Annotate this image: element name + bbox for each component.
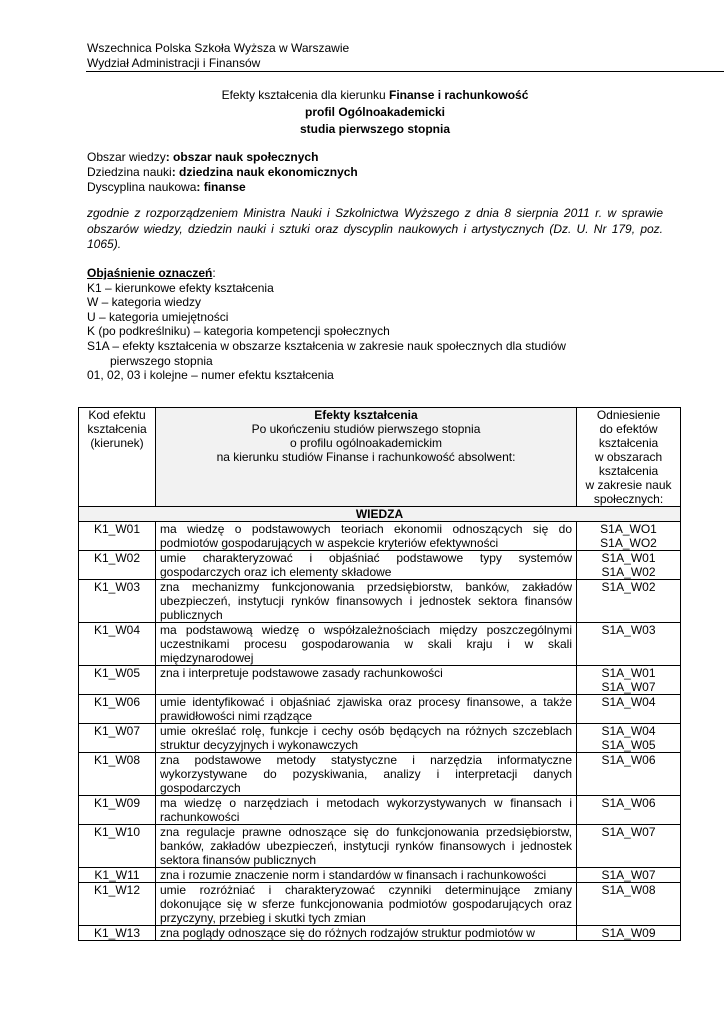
header-reference: Odniesienie do efektów kształcenia w obszarach kształcenia w zakresie nauk społecznych: [577,408,681,507]
reference-code: S1A_W06 [601,753,656,767]
outcome-reference [577,580,681,623]
section-title: WIEDZA [79,507,681,522]
title-profile: profil Ogólnoakademicki [304,105,446,119]
outcome-code: K1_W07 [79,724,156,753]
reference-code: S1A_W02 [601,565,656,579]
outcome-code: K1_W12 [79,883,156,926]
table-row [79,695,681,724]
reference-code: S1A_W07 [601,825,656,839]
table-row [79,551,681,580]
reference-code: S1A_W07 [601,680,656,694]
table-header-row [79,408,681,507]
outcome-reference [577,666,681,695]
legend-item: W – kategoria wiedzy [87,295,202,310]
outcome-reference [577,753,681,796]
reference-code: S1A_W09 [601,926,656,940]
outcome-reference [577,825,681,868]
table-row [79,753,681,796]
outcome-reference [577,695,681,724]
outcome-description: ma wiedzę o narzędziach i metodach wykorzystywanych w finansach i rachunkowości [156,796,577,825]
legend-item: K (po podkreślniku) – kategoria kompetencji społecznych [87,324,390,339]
outcome-description: zna mechanizmy funkcjonowania przedsiębiorstw, banków, zakładów ubezpieczeń, instytucji rynków finansowych i jednostek sektora finansów publicznych [156,580,577,623]
outcome-reference [577,623,681,666]
reference-code: S1A_W01 [601,666,656,680]
area-of-knowledge: Obszar wiedzy: obszar nauk społecznych [87,150,319,164]
title-major: Finanse i rachunkowość [389,88,529,102]
outcome-description: umie charakteryzować i objaśniać podstawowe typy systemów gospodarczych oraz ich elementy składowe [156,551,577,580]
outcome-reference [577,522,681,551]
outcome-description: zna poglądy odnoszące się do różnych rodzajów struktur podmiotów w [156,926,577,941]
legend-item: U – kategoria umiejętności [87,309,229,324]
outcome-code: K1_W03 [79,580,156,623]
field-of-science: Dziedzina nauki: dziedzina nauk ekonomicznych [87,165,358,179]
school-name: Wszechnica Polska Szkoła Wyższa w Warszawie [87,41,350,55]
reference-code: S1A_W08 [601,883,656,897]
legend-item: S1A – efekty kształcenia w obszarze kształcenia w zakresie nauk społecznych dla studiów [87,338,566,353]
scientific-discipline: Dyscyplina naukowa: finanse [87,180,246,194]
learning-outcomes-table [78,407,681,941]
table-row [79,868,681,883]
outcome-code: K1_W10 [79,825,156,868]
outcome-code: K1_W09 [79,796,156,825]
reference-code: S1A_W05 [601,738,656,752]
outcome-description: umie określać rolę, funkcje i cechy osób będących na różnych szczeblach struktur decyzyjnych i wykonawczych [156,724,577,753]
outcome-reference [577,551,681,580]
table-row [79,666,681,695]
outcome-code: K1_W13 [79,926,156,941]
table-row [79,926,681,941]
outcome-code: K1_W06 [79,695,156,724]
reference-code: S1A_WO1 [600,522,657,536]
table-row [79,724,681,753]
reference-code: S1A_W04 [601,724,656,738]
title-level: studia pierwszego stopnia [299,122,451,136]
document-title [87,87,663,138]
outcome-description: zna podstawowe metody statystyczne i narzędzia informatyczne wykorzystywane do pozyskiwania, analizy i interpretacji danych gospodarczych [156,753,577,796]
outcome-reference [577,724,681,753]
document-header [87,41,349,71]
table-row [79,580,681,623]
legal-basis-note: zgodnie z rozporządzeniem Ministra Nauki i Szkolnictwa Wyższego z dnia 8 sierpnia 2011 r. w sprawie obszarów wiedzy, dziedzin nauki i sztuki oraz dyscyplin naukowych i artystycznych (Dz. U. Nr 179, poz. 1065). [87,206,663,251]
legend-item: 01, 02, 03 i kolejne – numer efektu kształcenia [87,368,334,383]
outcome-description: ma wiedzę o podstawowych teoriach ekonomii odnoszących się do podmiotów gospodarujących w aspekcie kryteriów efektywności [156,522,577,551]
outcome-reference [577,868,681,883]
table-row [79,796,681,825]
table-row [79,883,681,926]
reference-code: S1A_W01 [601,551,656,565]
reference-code: S1A_W06 [601,796,656,810]
reference-code: S1A_W04 [601,695,656,709]
outcome-code: K1_W04 [79,623,156,666]
header-divider [86,71,724,72]
reference-code: S1A_W07 [601,868,656,882]
outcome-code: K1_W01 [79,522,156,551]
outcome-description: umie identyfikować i objaśniać zjawiska oraz procesy finansowe, a także prawidłowości nimi rządzące [156,695,577,724]
outcome-code: K1_W08 [79,753,156,796]
outcome-code: K1_W05 [79,666,156,695]
outcome-description: ma podstawową wiedzę o współzależnościach między poszczególnymi uczestnikami procesu gospodarowania w skali kraju i w skali międzynarodowej [156,623,577,666]
faculty-name: Wydział Administracji i Finansów [87,56,261,70]
outcome-code: K1_W11 [79,868,156,883]
header-code: Kod efektu kształcenia (kierunek) [79,408,156,507]
table-row [79,623,681,666]
section-row-knowledge [79,507,681,522]
outcome-description: zna i rozumie znaczenie norm i standardów w finansach i rachunkowości [156,868,577,883]
outcome-description: zna regulacje prawne odnoszące się do funkcjonowania przedsiębiorstw, banków, zakładów ubezpieczeń, instytucji rynków finansowych i jednostek sektora finansów publicznych [156,825,577,868]
table-row [79,825,681,868]
reference-code: S1A_W02 [601,580,656,594]
reference-code: S1A_W03 [601,623,656,637]
table-row [79,522,681,551]
header-outcomes: Efekty kształcenia Po ukończeniu studiów pierwszego stopnia o profilu ogólnoakademickim na kierunku studiów Finanse i rachunkowość absolwent: [156,408,577,507]
outcome-description: umie rozróżniać i charakteryzować czynniki determinujące zmiany dokonujące się w sferze funkcjonowania podmiotów gospodarujących oraz przyczyny, przebieg i skutki tych zmian [156,883,577,926]
legend-block [87,266,566,383]
legend-item: K1 – kierunkowe efekty kształcenia [87,280,274,295]
title-line-1 [87,87,663,104]
classification-block [87,150,358,195]
title-prefix: Efekty kształcenia dla kierunku [221,88,390,102]
outcome-code: K1_W02 [79,551,156,580]
outcome-reference [577,926,681,941]
outcome-reference [577,796,681,825]
legend-item-continuation: pierwszego stopnia [110,353,213,368]
reference-code: S1A_WO2 [600,536,657,550]
outcome-description: zna i interpretuje podstawowe zasady rachunkowości [156,666,577,695]
legend-title: Objaśnienie oznaczeń: [87,266,216,280]
outcome-reference [577,883,681,926]
